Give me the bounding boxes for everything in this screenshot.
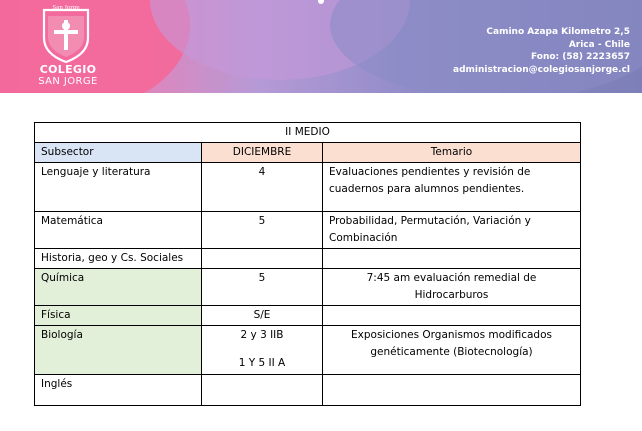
contact-info <box>453 26 630 76</box>
subsector-cell: Lenguaje y literatura <box>35 163 202 212</box>
date-line: 2 y 3 IIB <box>240 329 284 341</box>
temario-cell <box>323 375 581 406</box>
table-title-row <box>35 123 581 143</box>
temario-cell: Evaluaciones pendientes y revisión de cuadernos para alumnos pendientes. <box>323 163 581 212</box>
temario-cell <box>323 249 581 269</box>
table-row <box>35 249 581 269</box>
table-title: II MEDIO <box>35 123 581 143</box>
temario-cell <box>323 306 581 326</box>
date-cell: 5 <box>202 212 323 249</box>
date-cell: 4 <box>202 163 323 212</box>
subsector-cell: Matemática <box>35 212 202 249</box>
subsector-cell: Inglés <box>35 375 202 406</box>
table-row <box>35 163 581 212</box>
address: Camino Azapa Kilometro 2,5 <box>486 27 630 37</box>
header-month: DICIEMBRE <box>202 143 323 163</box>
subsector-cell: Física <box>35 306 202 326</box>
table-header-row <box>35 143 581 163</box>
school-name <box>28 64 108 87</box>
email: administracion@colegiosanjorge.cl <box>453 64 630 75</box>
header-subsector: Subsector <box>35 143 202 163</box>
date-cell <box>202 326 323 375</box>
temario-cell: Exposiciones Organismos modificados genéticamente (Biotecnología) <box>323 326 581 375</box>
subsector-cell: Química <box>35 269 202 306</box>
table-row <box>35 269 581 306</box>
table-row <box>35 306 581 326</box>
temario-cell: Probabilidad, Permutación, Variación y Combinación <box>323 212 581 249</box>
table-row <box>35 375 581 406</box>
header-banner <box>0 0 642 93</box>
date-cell <box>202 249 323 269</box>
school-name-line2: SAN JORGE <box>38 76 98 87</box>
header-temario: Temario <box>323 143 581 163</box>
exam-schedule-table <box>34 122 581 406</box>
date-line: 1 Y 5 II A <box>238 357 286 369</box>
subsector-cell: Biología <box>35 326 202 375</box>
school-name-line1: COLEGIO <box>39 63 97 76</box>
phone: Fono: (58) 2223657 <box>530 52 630 62</box>
subsector-cell: Historia, geo y Cs. Sociales <box>35 249 202 269</box>
crest-text: San Jorge <box>52 5 80 11</box>
temario-cell: 7:45 am evaluación remedial de Hidrocarburos <box>323 269 581 306</box>
table-row <box>35 326 581 375</box>
date-cell: S/E <box>202 306 323 326</box>
city: Arica - Chile <box>568 39 630 50</box>
date-cell: 5 <box>202 269 323 306</box>
table-row <box>35 212 581 249</box>
date-cell <box>202 375 323 406</box>
school-crest-icon <box>40 4 92 64</box>
